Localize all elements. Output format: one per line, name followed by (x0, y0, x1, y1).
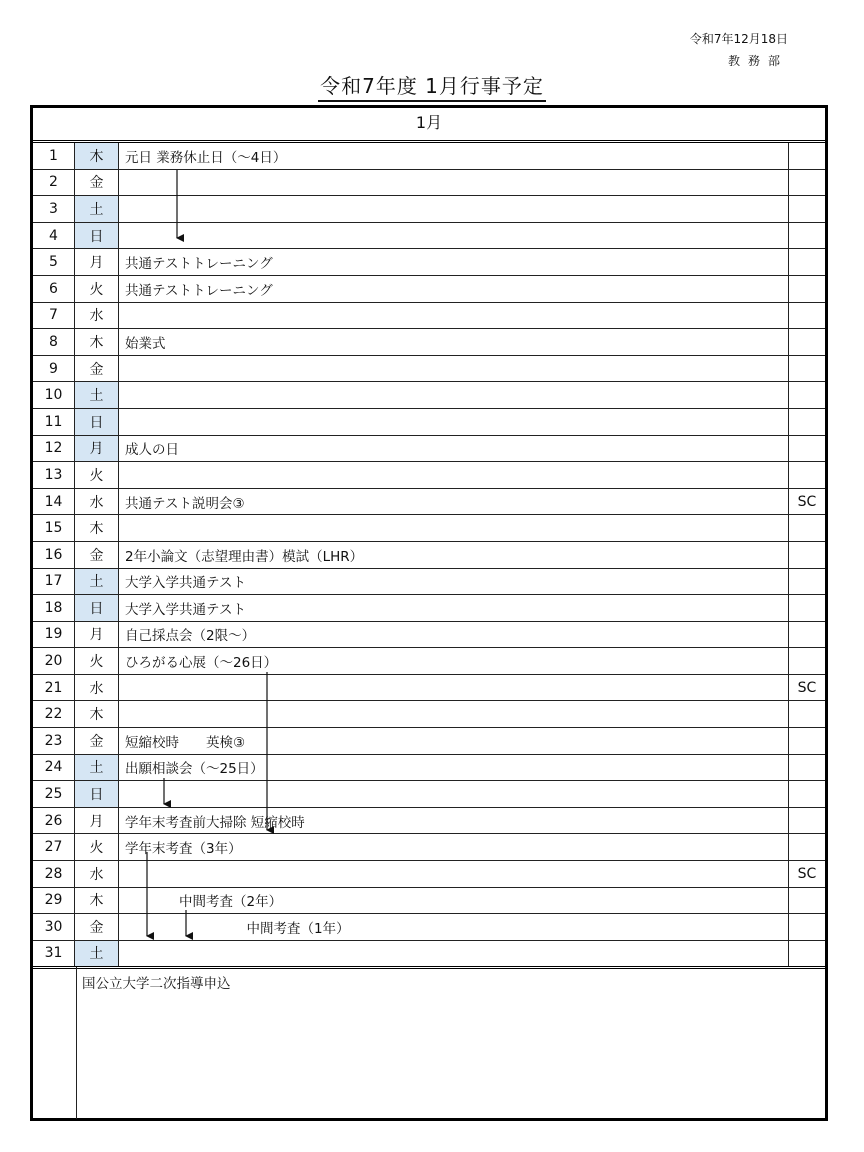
weekday: 金 (75, 356, 119, 382)
day-number: 15 (33, 515, 75, 541)
day-number: 31 (33, 941, 75, 966)
event-text (119, 356, 789, 382)
event-text: 共通テストトレーニング (119, 276, 789, 302)
note-cell (789, 542, 825, 568)
day-number: 26 (33, 808, 75, 834)
calendar-row (33, 569, 825, 596)
event-text: ひろがる心展（～26日） (119, 648, 789, 674)
note-cell (789, 728, 825, 754)
weekday: 日 (75, 223, 119, 249)
weekday: 月 (75, 436, 119, 462)
note-cell (789, 409, 825, 435)
event-text (119, 462, 789, 488)
calendar-row (33, 834, 825, 861)
note-cell (789, 888, 825, 914)
weekday: 月 (75, 249, 119, 275)
note-cell (789, 701, 825, 727)
calendar-row (33, 170, 825, 197)
day-number: 17 (33, 569, 75, 595)
note-cell (789, 276, 825, 302)
day-number: 20 (33, 648, 75, 674)
weekday: 木 (75, 701, 119, 727)
calendar-row (33, 914, 825, 941)
calendar-row (33, 755, 825, 782)
weekday: 金 (75, 542, 119, 568)
day-number: 29 (33, 888, 75, 914)
note-cell (789, 755, 825, 781)
calendar-row (33, 223, 825, 250)
day-number: 6 (33, 276, 75, 302)
day-number: 5 (33, 249, 75, 275)
weekday: 日 (75, 781, 119, 807)
calendar-rows (33, 143, 825, 969)
weekday: 月 (75, 622, 119, 648)
calendar-row (33, 249, 825, 276)
calendar-row (33, 861, 825, 888)
calendar-row (33, 356, 825, 383)
day-number: 19 (33, 622, 75, 648)
note-cell (789, 622, 825, 648)
day-number: 30 (33, 914, 75, 940)
note-cell (789, 436, 825, 462)
day-number: 18 (33, 595, 75, 621)
event-text: 出願相談会（～25日） (119, 755, 789, 781)
event-text (119, 382, 789, 408)
calendar-row (33, 808, 825, 835)
day-number: 24 (33, 755, 75, 781)
weekday: 木 (75, 888, 119, 914)
note-cell: SC (797, 865, 817, 882)
calendar-row (33, 515, 825, 542)
day-number: 23 (33, 728, 75, 754)
note-cell (789, 143, 825, 169)
note-cell: SC (797, 679, 817, 696)
day-number: 14 (33, 489, 75, 515)
note-cell (789, 196, 825, 222)
calendar-row (33, 409, 825, 436)
event-text: 短縮校時 英検③ (119, 728, 789, 754)
day-number: 27 (33, 834, 75, 860)
note-cell (789, 356, 825, 382)
note-cell (789, 249, 825, 275)
day-number: 1 (33, 143, 75, 169)
weekday: 土 (75, 569, 119, 595)
day-number: 22 (33, 701, 75, 727)
weekday: 土 (75, 755, 119, 781)
event-text: 2年小論文（志望理由書）模試（LHR） (119, 542, 789, 568)
calendar-row (33, 196, 825, 223)
day-number: 25 (33, 781, 75, 807)
calendar-row (33, 542, 825, 569)
day-number: 2 (33, 170, 75, 196)
event-text (119, 941, 789, 966)
calendar-row (33, 701, 825, 728)
day-number: 7 (33, 303, 75, 329)
weekday: 月 (75, 808, 119, 834)
event-text (119, 515, 789, 541)
event-text (119, 409, 789, 435)
weekday: 火 (75, 648, 119, 674)
weekday: 水 (75, 489, 119, 515)
event-text (119, 170, 789, 196)
event-text: 共通テストトレーニング (119, 249, 789, 275)
event-text: 中間考査（2年） (119, 888, 789, 914)
note-cell (789, 462, 825, 488)
day-number: 9 (33, 356, 75, 382)
event-text (119, 861, 789, 887)
weekday: 木 (75, 515, 119, 541)
event-text: 学年末考査前大掃除 短縮校時 (119, 808, 789, 834)
calendar-row (33, 648, 825, 675)
day-number: 4 (33, 223, 75, 249)
calendar-row (33, 329, 825, 356)
event-text: 大学入学共通テスト (119, 595, 789, 621)
event-text (119, 781, 789, 807)
day-number: 16 (33, 542, 75, 568)
note-cell (789, 569, 825, 595)
calendar-row (33, 622, 825, 649)
note-cell (789, 595, 825, 621)
weekday: 火 (75, 462, 119, 488)
event-text (119, 223, 789, 249)
note-cell: SC (797, 493, 817, 510)
event-text: 始業式 (119, 329, 789, 355)
event-text: 成人の日 (119, 436, 789, 462)
weekday: 金 (75, 170, 119, 196)
note-cell (789, 914, 825, 940)
calendar-row (33, 382, 825, 409)
calendar-row (33, 276, 825, 303)
note-cell (789, 834, 825, 860)
day-number: 28 (33, 861, 75, 887)
weekday: 日 (75, 409, 119, 435)
day-number: 8 (33, 329, 75, 355)
weekday: 土 (75, 196, 119, 222)
note-cell (789, 648, 825, 674)
note-cell (789, 382, 825, 408)
calendar-row (33, 462, 825, 489)
event-text (119, 701, 789, 727)
weekday: 金 (75, 728, 119, 754)
calendar-row (33, 489, 825, 516)
header-department: 教務部 (727, 54, 788, 68)
month-heading: 1月 (33, 108, 825, 143)
weekday: 土 (75, 941, 119, 966)
calendar-row (33, 143, 825, 170)
page-title: 令和7年度 1月行事予定 (0, 70, 864, 99)
note-cell (789, 808, 825, 834)
event-text: 中間考査（1年） (119, 914, 789, 940)
event-text: 共通テスト説明会③ (119, 489, 789, 515)
event-text: 大学入学共通テスト (119, 569, 789, 595)
day-number: 3 (33, 196, 75, 222)
weekday: 水 (75, 675, 119, 701)
day-number: 12 (33, 436, 75, 462)
note-cell (789, 223, 825, 249)
note-cell (789, 781, 825, 807)
note-cell (789, 329, 825, 355)
header-date: 令和7年12月18日 (689, 32, 788, 46)
day-number: 11 (33, 409, 75, 435)
weekday: 木 (75, 143, 119, 169)
footer-left-cell (33, 967, 77, 1119)
event-text (119, 303, 789, 329)
calendar-row (33, 303, 825, 330)
calendar-row (33, 675, 825, 702)
weekday: 水 (75, 861, 119, 887)
note-cell (789, 515, 825, 541)
weekday: 火 (75, 834, 119, 860)
calendar-row (33, 781, 825, 808)
footer-note: 国公立大学二次指導申込 (82, 976, 231, 992)
day-number: 21 (33, 675, 75, 701)
calendar-row (33, 941, 825, 969)
calendar-sheet (30, 105, 828, 1121)
weekday: 木 (75, 329, 119, 355)
day-number: 13 (33, 462, 75, 488)
event-text: 学年末考査（3年） (119, 834, 789, 860)
calendar-row (33, 436, 825, 463)
calendar-row (33, 728, 825, 755)
weekday: 火 (75, 276, 119, 302)
weekday: 日 (75, 595, 119, 621)
note-cell (789, 941, 825, 966)
weekday: 水 (75, 303, 119, 329)
weekday: 土 (75, 382, 119, 408)
event-text (119, 675, 789, 701)
calendar-row (33, 595, 825, 622)
event-text: 元日 業務休止日（～4日） (119, 143, 789, 169)
day-number: 10 (33, 382, 75, 408)
calendar-row (33, 888, 825, 915)
event-text: 自己採点会（2限～） (119, 622, 789, 648)
note-cell (789, 303, 825, 329)
event-text (119, 196, 789, 222)
note-cell (789, 170, 825, 196)
weekday: 金 (75, 914, 119, 940)
